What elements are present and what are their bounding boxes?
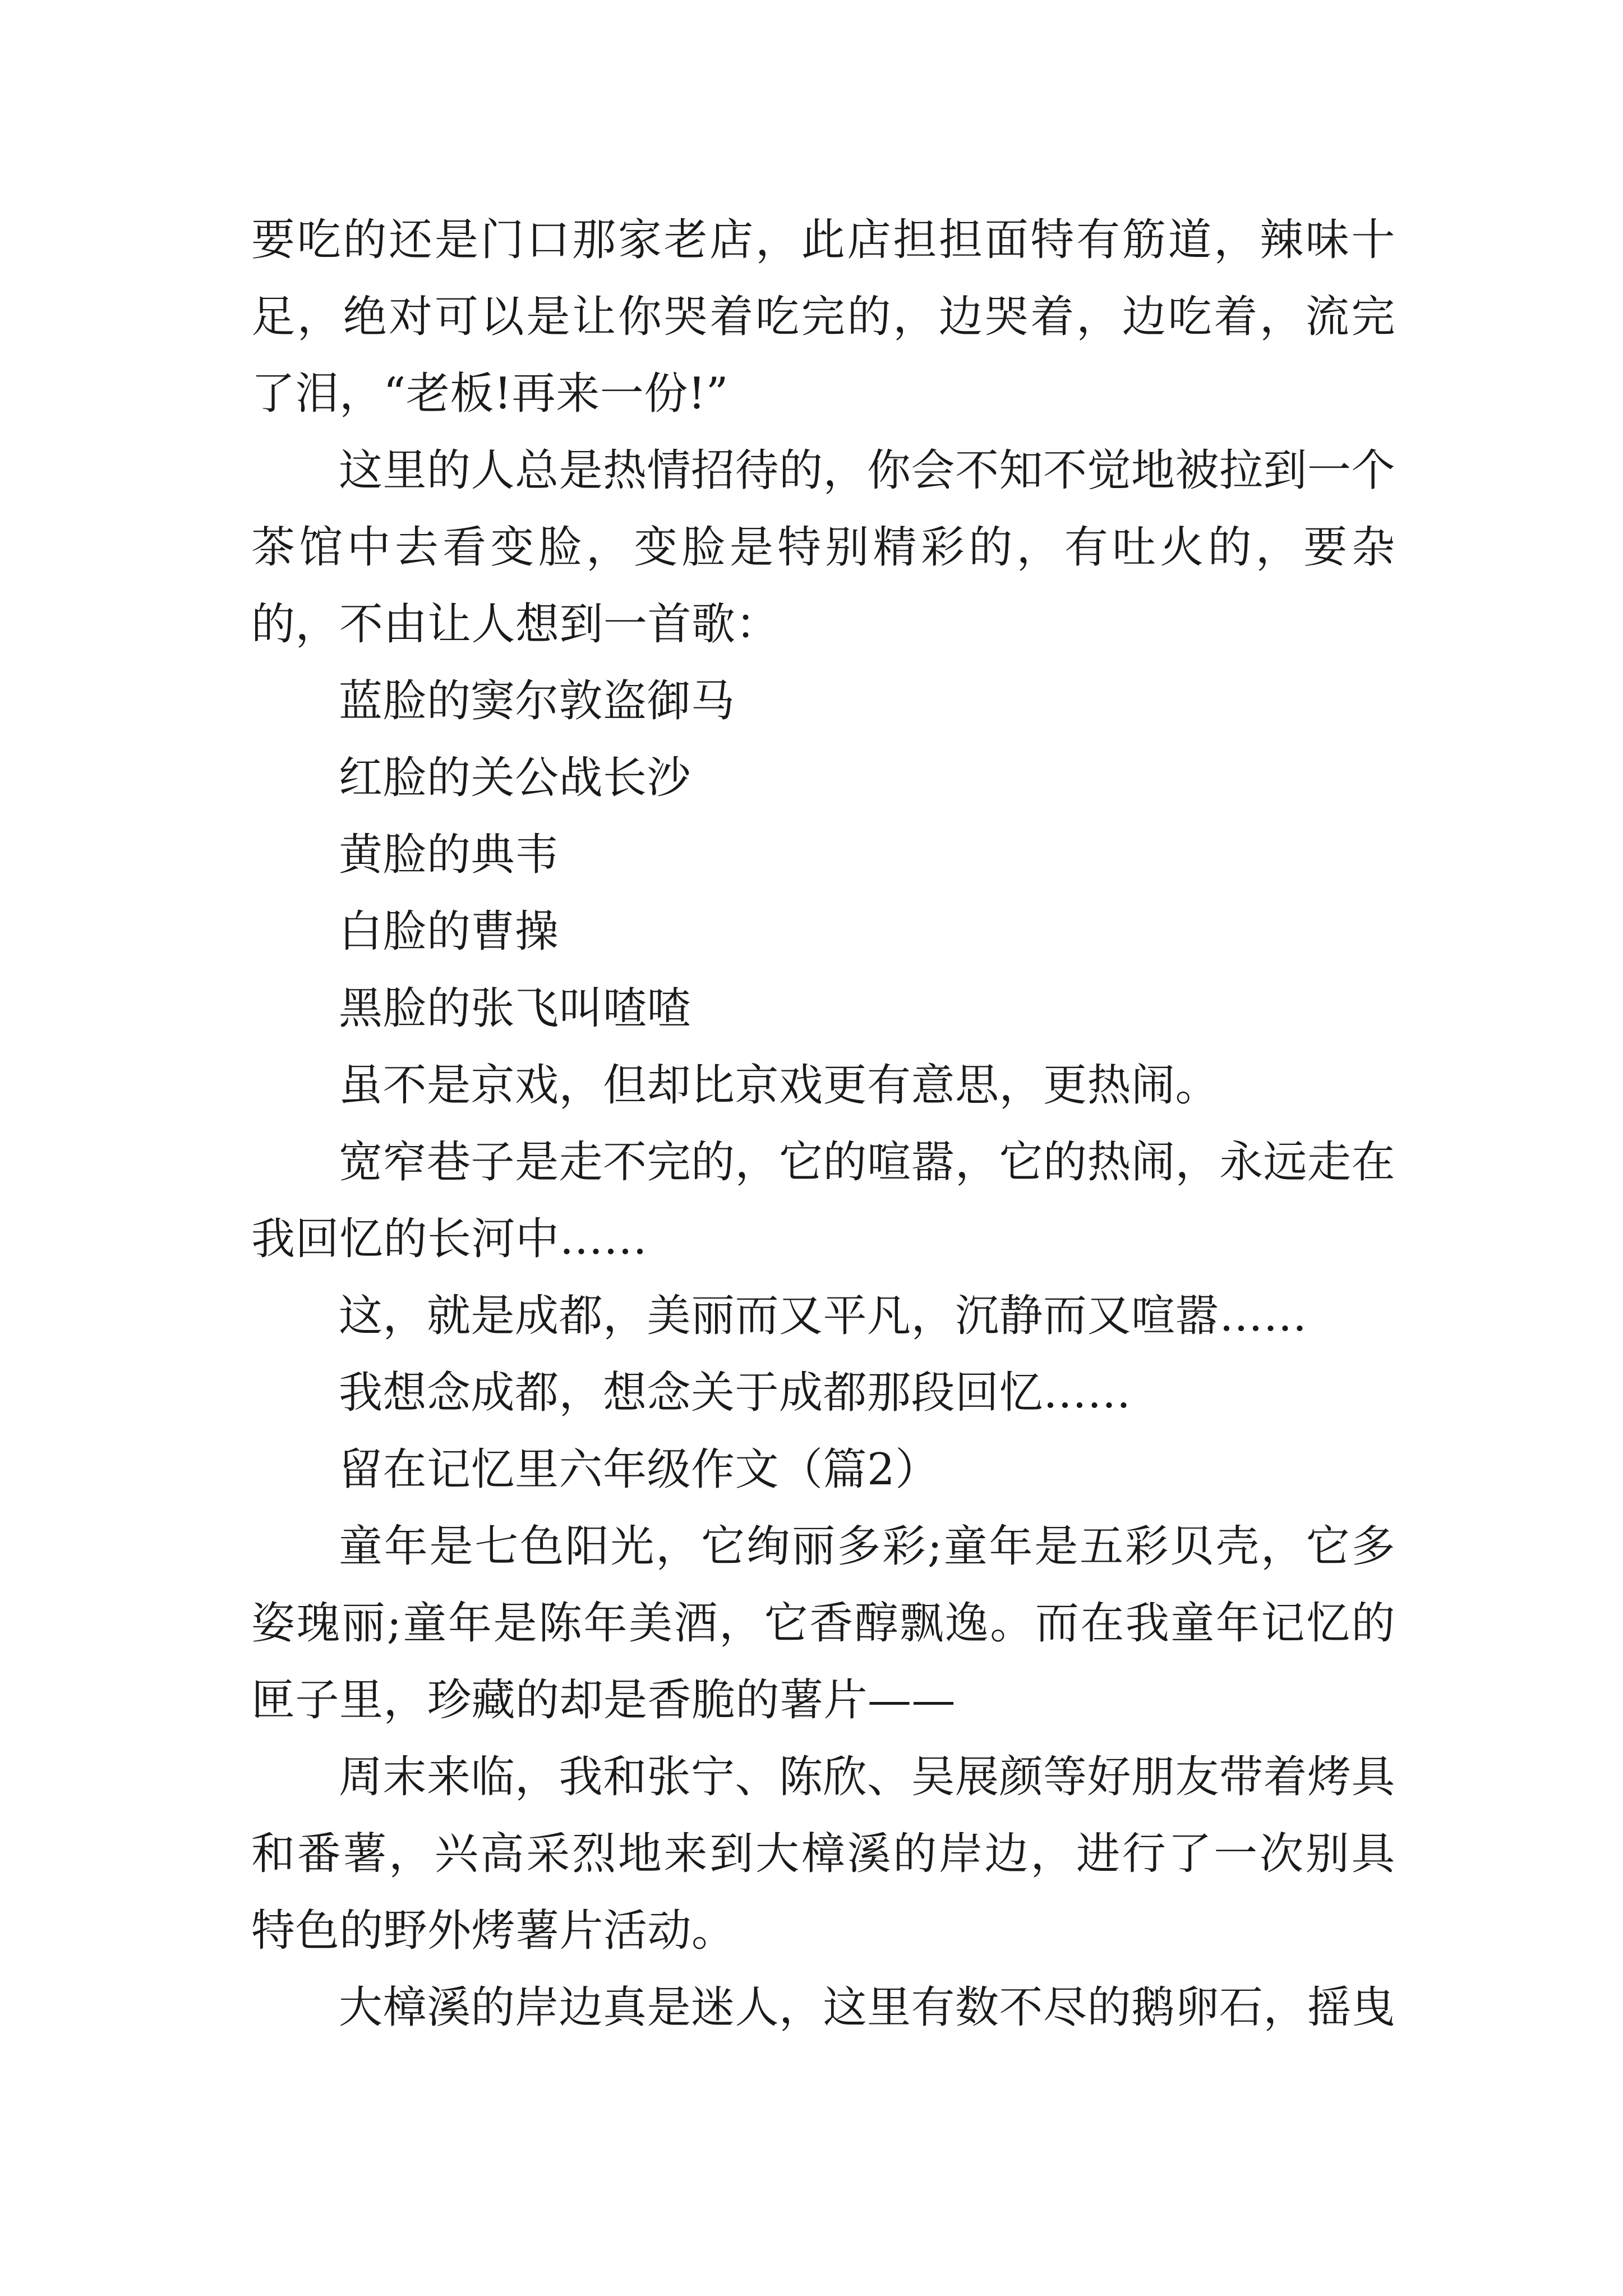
song-line-white-face: 白脸的曹操 xyxy=(339,907,559,957)
paragraph-dandan-noodles: 要吃的还是门口那家老店，此店担担面特有筋道，辣味十足，绝对可以是让你哭着吃完的，边哭着，边吃着，流完了泪，“老板!再来一份!” xyxy=(251,215,1395,419)
paragraph-teahouse: 这里的人总是热情招待的，你会不知不觉地被拉到一个茶馆中去看变脸，变脸是特别精彩的，有吐火的，要杂的，不由让人想到一首歌： xyxy=(251,445,1396,650)
song-line-red-face: 红脸的关公战长沙 xyxy=(339,753,691,803)
song-line-black-face: 黑脸的张飞叫喳喳 xyxy=(339,983,691,1034)
paragraph-childhood: 童年是七色阳光，它绚丽多彩;童年是五彩贝壳，它多姿瑰丽;童年是陈年美酒，它香醇飘逸。而在我童年记忆的匣子里，珍藏的却是香脆的薯片—— xyxy=(251,1521,1395,1726)
paragraph-beijing-opera: 虽不是京戏，但却比京戏更有意思，更热闹。 xyxy=(339,1060,1220,1111)
paragraph-riverbank: 大樟溪的岸边真是迷人，这里有数不尽的鹅卵石，摇曳 xyxy=(339,1982,1396,2033)
song-line-blue-face: 蓝脸的窦尔敦盗御马 xyxy=(339,676,735,726)
paragraph-chengdu: 这，就是成都，美丽而又平凡，沉静而又喧嚣…… xyxy=(339,1291,1308,1341)
document-body xyxy=(251,202,1395,2046)
section-heading: 留在记忆里六年级作文（篇2） xyxy=(339,1444,939,1495)
song-line-yellow-face: 黄脸的典韦 xyxy=(339,830,559,880)
paragraph-miss-chengdu: 我想念成都，想念关于成都那段回忆…… xyxy=(339,1368,1132,1418)
paragraph-kuanzhai-alley: 宽窄巷子是走不完的，它的喧嚣，它的热闹，永远走在我回忆的长河中…… xyxy=(251,1137,1396,1264)
paragraph-weekend: 周末来临，我和张宁、陈欣、吴展颜等好朋友带着烤具和番薯，兴高采烈地来到大樟溪的岸边，进行了一次别具特色的野外烤薯片活动。 xyxy=(251,1752,1396,1956)
